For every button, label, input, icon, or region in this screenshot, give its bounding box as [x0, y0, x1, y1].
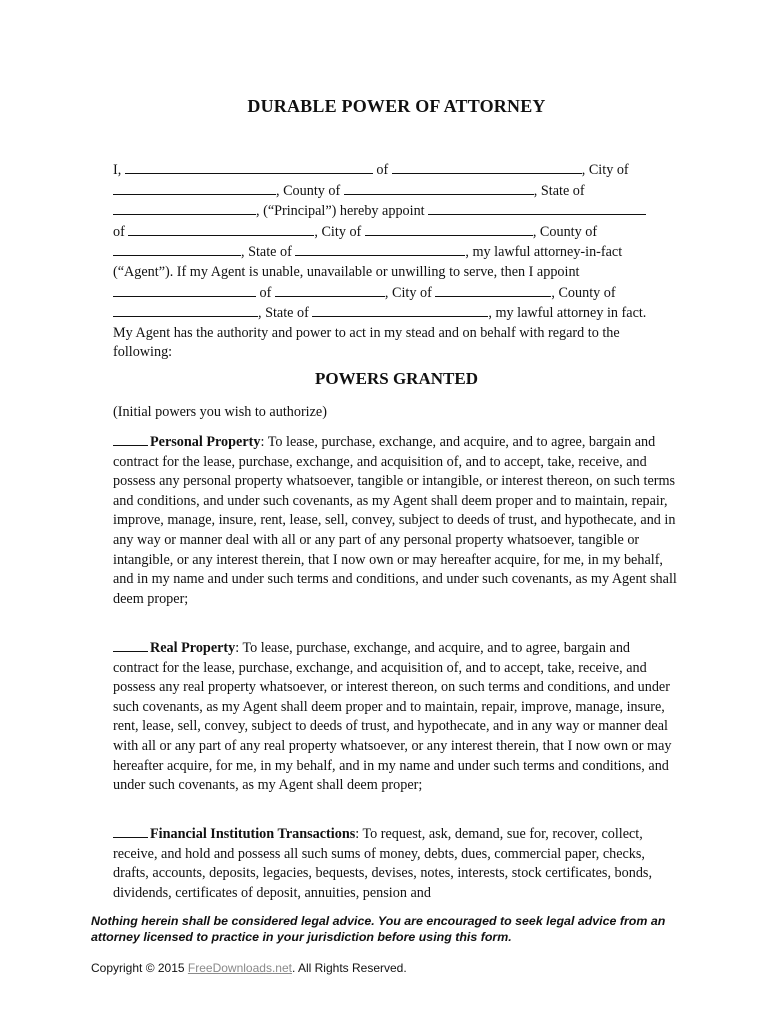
agent-name-blank[interactable]: [428, 201, 646, 215]
initial-note: (Initial powers you wish to authorize): [113, 404, 327, 420]
agent-address-blank[interactable]: [128, 222, 314, 236]
copyright-suffix: . All Rights Reserved.: [291, 961, 407, 975]
initial-blank-financial[interactable]: [113, 825, 148, 838]
intro-authority: My Agent has the authority and power to act in my stead and on behalf with regard to the following:: [113, 324, 620, 361]
power-text: To request, ask, demand, sue for, recover, collect, receive, and hold and possess all such sums of money, debts, dues, commercial paper, checks, drafts, accounts, deposits, legacies, bequests, devises, notes, interests, stock certificates, bonds, dividends, certificates of deposit, annuities, pension and: [113, 826, 652, 901]
copyright-prefix: Copyright © 2015: [91, 961, 188, 975]
copyright-footer: [91, 961, 407, 975]
agent-state-blank[interactable]: [295, 242, 465, 256]
intro-city-of-2: , City of: [314, 223, 362, 240]
power-heading: Personal Property: [150, 434, 261, 450]
intro-of-3: of: [259, 284, 272, 301]
successor-county-blank[interactable]: [113, 303, 258, 317]
successor-city-blank[interactable]: [435, 283, 551, 297]
intro-state-of-3: , State of: [258, 305, 309, 322]
powers-granted-heading: POWERS GRANTED: [315, 369, 478, 388]
principal-city-blank[interactable]: [113, 181, 276, 195]
agent-city-blank[interactable]: [365, 222, 533, 236]
power-separator: :: [235, 640, 243, 656]
intro-lawful-attorney-in-fact-2: , my lawful attorney in fact.: [488, 305, 647, 322]
power-separator: :: [260, 434, 268, 450]
successor-address-blank[interactable]: [275, 283, 385, 297]
intro-state-of: , State of: [533, 182, 585, 199]
document-title: DURABLE POWER OF ATTORNEY: [247, 96, 546, 116]
intro-agent-unable: (“Agent”). If my Agent is unable, unavailable or unwilling to serve, then I appoint: [113, 263, 580, 280]
power-heading: Real Property: [150, 640, 236, 656]
intro-lawful-attorney-in-fact: , my lawful attorney-in-fact: [465, 244, 623, 261]
principal-address-blank[interactable]: [392, 160, 582, 174]
successor-name-blank[interactable]: [113, 283, 256, 297]
freedownloads-link[interactable]: FreeDownloads.net: [187, 961, 292, 975]
principal-state-blank[interactable]: [113, 201, 256, 215]
intro-city-of-3: , City of: [384, 284, 432, 301]
legal-disclaimer: Nothing herein shall be considered legal advice. You are encouraged to seek legal advice from an attorney licensed to practice in your jurisdiction before using this form.: [91, 914, 666, 944]
intro-paragraph: [113, 160, 678, 363]
initial-blank-personal-property[interactable]: [113, 433, 148, 446]
intro-i: I,: [113, 162, 122, 178]
power-real-property: [113, 639, 678, 796]
intro-of: of: [376, 162, 389, 178]
initial-blank-real-property[interactable]: [113, 639, 148, 652]
intro-city-of: , City of: [581, 162, 629, 178]
power-separator: :: [355, 826, 363, 842]
intro-county-of-2: , County of: [532, 223, 598, 240]
power-financial-institution: [113, 825, 678, 903]
intro-county-of: , County of: [276, 182, 341, 199]
intro-of-2: of: [113, 223, 125, 240]
power-heading: Financial Institution Transactions: [150, 826, 356, 842]
principal-county-blank[interactable]: [344, 181, 534, 195]
successor-state-blank[interactable]: [312, 303, 488, 317]
power-text: To lease, purchase, exchange, and acquire, and to agree, bargain and contract for the lease, purchase, exchange, and acquisition of, and to accept, take, receive, and possess any real property whatsoever, or interest thereon, on such terms and conditions, and under such covenants, as my Agent shall deem proper and to maintain, repair, improve, manage, insure, rent, lease, sell, convey, subject to deeds of trust, and hypothecate, and in any way or manner deal with all or any part of any real property whatsoever, or any interest therein, that I now own or may hereafter acquire, for me, in my behalf, and in my name and under such terms and conditions, and under such covenants, as my Agent shall deem proper;: [113, 640, 672, 794]
agent-county-blank[interactable]: [113, 242, 241, 256]
principal-name-blank[interactable]: [125, 160, 373, 174]
intro-state-of-2: , State of: [241, 244, 292, 261]
intro-principal: , (“Principal”) hereby appoint: [256, 203, 425, 220]
power-text: To lease, purchase, exchange, and acquire, and to agree, bargain and contract for the lease, purchase, exchange, and acquisition of, and to accept, take, receive, and possess any personal property whatsoever, tangible or intangible, or interest thereon, on such terms and conditions, and under such covenants, as my Agent shall deem proper and to maintain, repair, improve, manage, insure, rent, lease, sell, convey, subject to deeds of trust, and hypothecate, and in any way or manner deal with all or any part of any personal property whatsoever, tangible or intangible, or any interest therein, that I now own or may hereafter acquire, for me, in my behalf, and in my name and under such terms and conditions, and under such covenants, as my Agent shall deem proper;: [113, 434, 677, 607]
intro-county-of-3: , County of: [551, 284, 616, 301]
power-personal-property: [113, 433, 678, 609]
